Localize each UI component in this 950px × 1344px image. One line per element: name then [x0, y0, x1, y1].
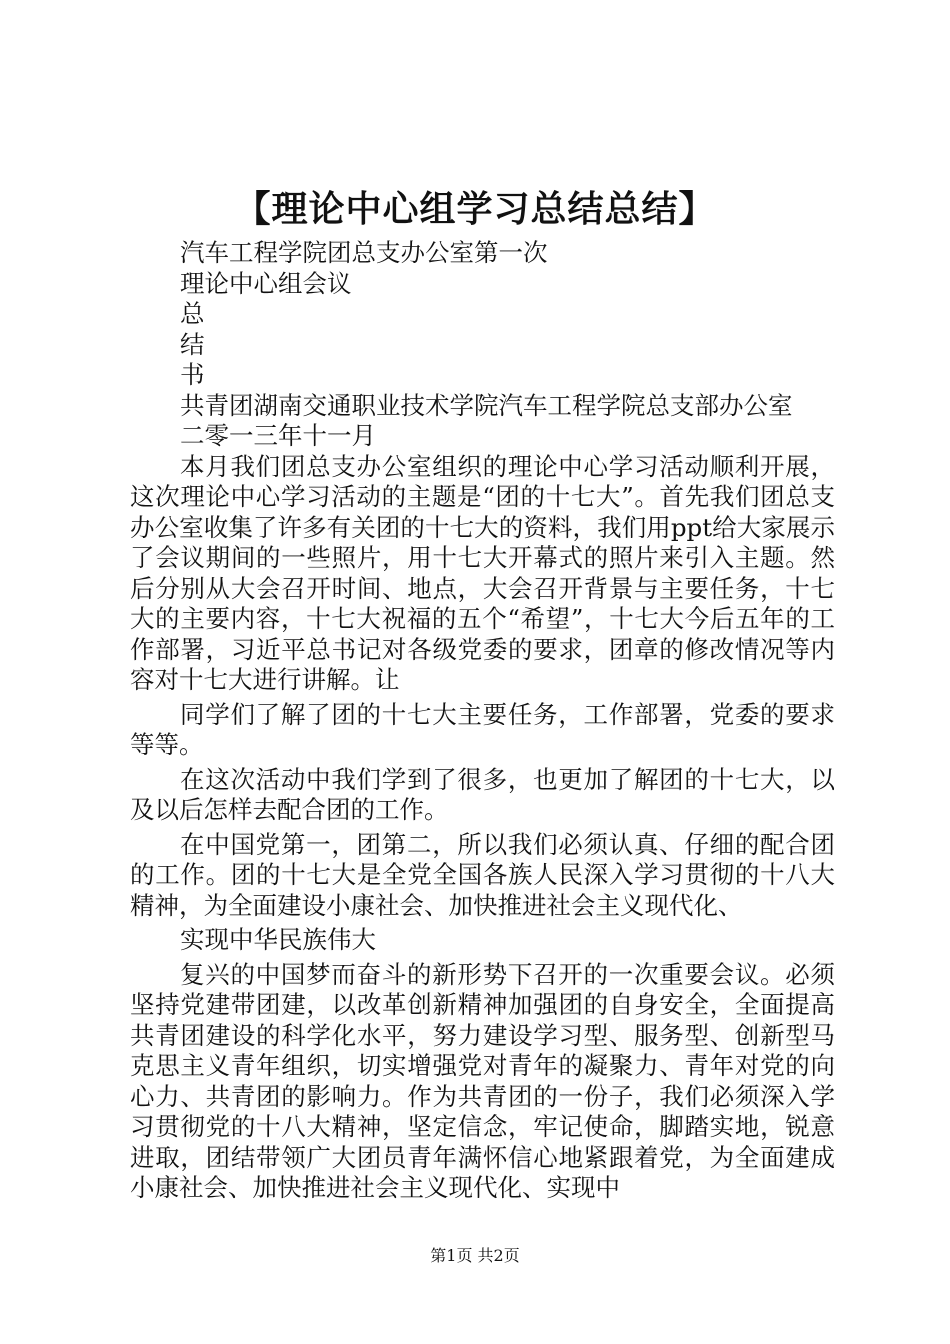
paragraph-6: 复兴的中国梦而奋斗的新形势下召开的一次重要会议。必须坚持党建带团建，以改革创新精神加强团的自身安全，全面提高共青团建设的科学化水平，努力建设学习型、服务型、创新型马克思主义青年组织，切实增强党对青年的凝聚力、青年对党的向心力、共青团的影响力。作为共青团的一份子，我们必须深入学习贯彻党的十八大精神，坚定信念，牢记使命，脚踏实地，锐意进取，团结带领广大团员青年满怀信心地紧跟着党，为全面建成小康社会、加快推进社会主义现代化、实现中 [130, 959, 835, 1202]
header-line-date: 二零一三年十一月 [180, 421, 376, 450]
paragraph-3: 在这次活动中我们学到了很多，也更加了解团的十七大，以及以后怎样去配合团的工作。 [130, 764, 835, 824]
header-line-2: 理论中心组会议 [180, 268, 352, 298]
paragraph-5: 实现中华民族伟大 [180, 925, 376, 954]
page-number-footer: 第1页 共2页 [430, 1246, 520, 1265]
paragraph-1: 本月我们团总支办公室组织的理论中心学习活动顺利开展，这次理论中心学习活动的主题是“团的十七大”。首先我们团总支办公室收集了许多有关团的十七大的资料，我们用ppt给大家展示了会议期间的一些照片，用十七大开幕式的照片来引入主题。然后分别从大会召开时间、地点，大会召开背景与主要任务，十七大的主要内容，十七大祝福的五个“希望”，十七大今后五年的工作部署，习近平总书记对各级党委的要求，团章的修改情况等内容对十七大进行讲解。让 [130, 451, 835, 694]
paragraph-2: 同学们了解了团的十七大主要任务，工作部署，党委的要求等等。 [130, 699, 835, 759]
header-line-5: 书 [180, 360, 205, 389]
document-body [130, 238, 835, 1208]
header-line-4: 结 [180, 329, 205, 359]
header-line-organization: 共青团湖南交通职业技术学院汽车工程学院总支部办公室 [180, 390, 793, 420]
paragraph-4: 在中国党第一，团第二，所以我们必须认真、仔细的配合团的工作。团的十七大是全党全国各族人民深入学习贯彻的十八大精神，为全面建设小康社会、加快推进社会主义现代化、 [130, 829, 835, 920]
document-title: 【理论中心组学习总结总结】 [234, 188, 716, 230]
header-line-3: 总 [180, 299, 205, 328]
header-line-1: 汽车工程学院团总支办公室第一次 [180, 238, 548, 267]
